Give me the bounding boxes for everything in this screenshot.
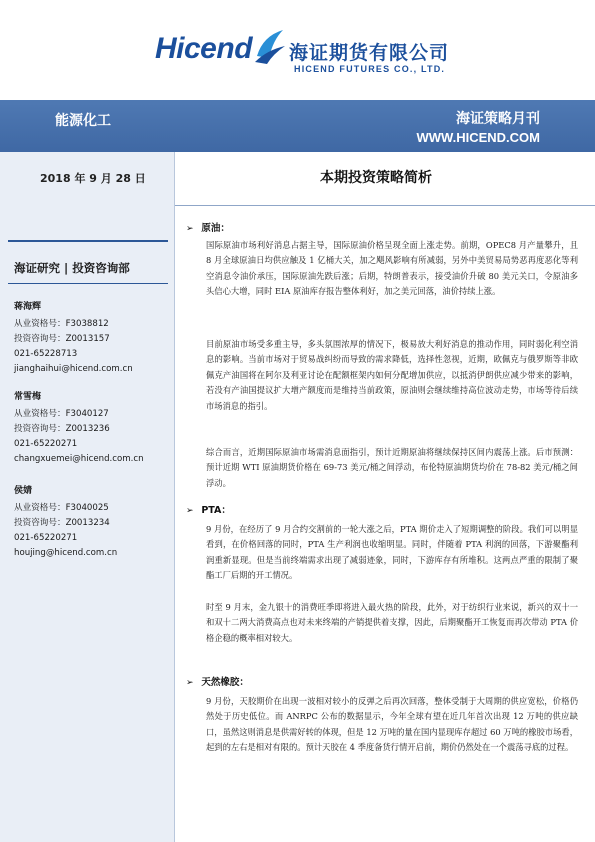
paragraph: 国际原油市场利好消息占据主导，国际原油价格呈现全面上涨走势。前期，OPEC8 月产量攀升，且 8 月全球原油日均供应触及 1 亿桶大关，加之飓风影响有所减弱，另外中美贸易局势恶再度恶化等利空消息令油价承压，国际原油先跌后涨；后期，特朗普表示，接受油价升破 80 美元关口，令原油多头信心大增，同时 EIA 原油库存报告整体利好，加之美元回落，油价持续上涨。 (206, 240, 578, 297)
analyst-qualification: 从业资格号：F3040025 (14, 503, 109, 513)
analyst-name: 侯婧 (14, 486, 33, 496)
section-title: PTA： (201, 505, 231, 516)
paragraph: 时至 9 月末，金九银十的消费旺季即将进入最火热的阶段，此外，对于纺织行业来说，新兴的双十一和双十二两大消费高点也对未来终端的产销提供着支撑，因此，后期聚酯开工恢复而再次带动 PTA 价格企稳的概率相对较大。 (206, 602, 578, 643)
sidebar-top-rule (8, 240, 168, 242)
report-category: 能源化工 (55, 113, 111, 129)
analyst-sidebar (0, 206, 175, 842)
arrow-bullet-icon: ➢ (186, 224, 194, 234)
analyst-card (14, 484, 117, 561)
analyst-email[interactable]: changxuemei@hicend.com.cn (14, 454, 144, 464)
report-title: 本期投资策略简析 (320, 170, 432, 186)
analyst-phone: 021-65220271 (14, 533, 78, 543)
report-info-row (0, 152, 595, 206)
analyst-card (14, 300, 133, 377)
paragraph: 9 月份，天胶期价在出现一波相对较小的反弹之后再次回落，整体受制于大周期的供应宽松，价格仍然处于历史低位。而 ANRPC 公布的数据显示，今年全球有望在近几年首次出现 12 万吨的供应缺口，虽然这则消息是供需好转的体现，但是 12 万吨的量在国内显现库存超过 60 万吨的橡胶市场看，起到的左右是相对有限的。预计天胶在 4 季度备货行情开启前，期价仍然处在一个震荡寻底的过程。 (206, 696, 578, 753)
section-title: 原油： (201, 223, 230, 234)
logo-brand-text: Hicend (155, 32, 253, 65)
paragraph: 综合而言，近期国际原油市场需消息面指引，预计近期原油将继续保持区间内震荡上涨。后市预测：预计近期 WTI 原油期货价格在 69-73 美元/桶之间浮动，布伦特原油期货均价在 78-82 美元/桶之间浮动。 (206, 447, 578, 488)
analyst-advisory-no: 投资咨询号：Z0013157 (14, 334, 110, 344)
analyst-name: 蒋海辉 (14, 302, 42, 312)
section-title: 天然橡胶： (201, 677, 249, 688)
analyst-qualification: 从业资格号：F3038812 (14, 319, 109, 329)
company-logo (155, 20, 455, 80)
paragraph: 目前原油市场受多重主导，多头氛围浓厚的情况下，极易放大利好消息的推动作用，同时弱化利空消息的影响。当前市场对于贸易战纠纷而导致的需求降低，选择性忽视，近期，欧佩克与俄罗斯等非欧佩克产油国将在阿尔及利亚讨论在配额框架内如何分配增加供应，以抵消伊朗供应减少带来的影响，若没有产油国提议扩大增产额度而是维持当前政策，原油则会继续维持高位波动走势，市场等待后续市场消息的指引。 (206, 339, 578, 411)
analyst-phone: 021-65228713 (14, 349, 78, 359)
analyst-card (14, 390, 144, 467)
website-link[interactable]: WWW.HICEND.COM (416, 130, 540, 145)
section-heading-crude-oil (186, 220, 230, 234)
report-date: 2018 年 9 月 28 日 (40, 172, 146, 185)
logo-mark-icon (253, 26, 287, 64)
sidebar-heading: 海证研究 | 投资咨询部 (14, 261, 130, 275)
report-type: 海证策略月刊 (456, 111, 540, 127)
analyst-qualification: 从业资格号：F3040127 (14, 409, 109, 419)
analyst-advisory-no: 投资咨询号：Z0013234 (14, 518, 110, 528)
analyst-email[interactable]: houjing@hicend.com.cn (14, 548, 118, 558)
sidebar-heading-rule (8, 283, 168, 284)
arrow-bullet-icon: ➢ (186, 678, 194, 688)
date-cell (0, 152, 175, 206)
header-banner (0, 100, 595, 152)
section-heading-natural-rubber (186, 674, 249, 688)
section-heading-pta (186, 502, 231, 516)
analyst-name: 常雪梅 (14, 392, 42, 402)
analyst-email[interactable]: jianghaihui@hicend.com.cn (14, 364, 133, 374)
logo-company-cn: 海证期货有限公司 (289, 42, 450, 64)
paragraph: 9 月份，在经历了 9 月合约交割前的一轮大涨之后，PTA 期价走入了短期调整的阶段。我们可以明显看到，在价格回落的同时，PTA 生产利润也收缩明显。同时，伴随着 PTA 利润的回落，下游聚酯利润重新显现。但是当前终端需求出现了减弱迹象，同时，下游库存有所堆积。这两点严重的限制了聚酯工厂后期的开工情况。 (206, 524, 578, 581)
analyst-phone: 021-65220271 (14, 439, 78, 449)
analyst-advisory-no: 投资咨询号：Z0013236 (14, 424, 110, 434)
title-divider (175, 205, 595, 206)
arrow-bullet-icon: ➢ (186, 506, 194, 516)
logo-company-en: HICEND FUTURES CO., LTD. (294, 64, 446, 74)
